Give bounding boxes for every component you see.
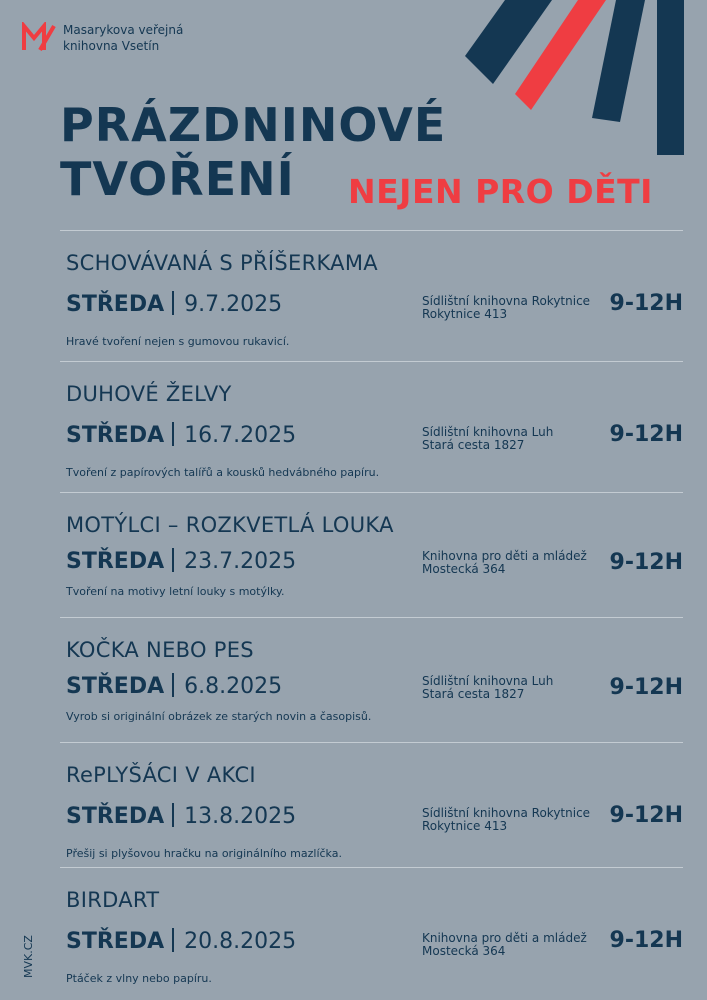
event-date-value: 13.8.2025 [184,804,297,829]
event-date-value: 6.8.2025 [184,674,283,699]
event-place-name: Sídlištní knihovna Rokytnice [422,806,591,820]
event-item [60,742,683,867]
event-day: STŘEDA [66,804,165,829]
library-name-line2: knihovna Vsetín [63,39,160,53]
event-date [66,803,296,829]
library-name [63,22,183,54]
event-list [60,230,683,998]
event-date-value: 9.7.2025 [184,292,283,317]
event-place-name: Sídlištní knihovna Luh [422,425,554,439]
event-day: STŘEDA [66,423,165,448]
event-description: Vyrob si originální obrázek ze starých novin a časopisů. [66,710,372,723]
library-name-line1: Masarykova veřejná [63,23,184,37]
event-place-name: Knihovna pro děti a mládež [422,549,587,563]
date-separator [172,673,174,697]
event-time: 9-12H [609,675,683,700]
event-item [60,361,683,492]
date-separator [172,548,174,572]
event-place-address: Mostecká 364 [422,944,506,958]
event-place-address: Stará cesta 1827 [422,438,525,452]
event-name: RePLYŠÁCI V AKCI [66,763,256,787]
website-link[interactable] [22,928,38,978]
event-time: 9-12H [609,422,683,447]
event-item [60,867,683,998]
event-item [60,617,683,742]
decorative-stripes [460,0,707,160]
event-name: BIRDART [66,888,160,912]
page-subtitle: NEJEN PRO DĚTI [348,172,653,211]
event-time: 9-12H [609,928,683,953]
library-logo-icon [22,22,58,52]
event-date [66,928,296,954]
event-date-value: 16.7.2025 [184,423,297,448]
event-time: 9-12H [609,291,683,316]
title-line1: PRÁZDNINOVÉ [60,98,447,152]
date-separator [172,803,174,827]
title-line2: TVOŘENÍ [60,152,295,206]
event-place [422,426,553,452]
event-description: Tvoření na motivy letní louky s motýlky. [66,585,285,598]
event-date [66,422,296,448]
event-description: Přešij si plyšovou hračku na originálního mazlíčka. [66,847,342,860]
event-item [60,492,683,617]
event-place [422,675,553,701]
event-name: MOTÝLCI – ROZKVETLÁ LOUKA [66,513,394,537]
date-separator [172,928,174,952]
event-place-address: Rokytnice 413 [422,307,508,321]
event-time: 9-12H [609,803,683,828]
date-separator [172,291,174,315]
event-description: Tvoření z papírových talířů a kousků hedvábného papíru. [66,466,380,479]
event-place [422,295,590,321]
event-date [66,291,282,317]
event-place-address: Rokytnice 413 [422,819,508,833]
event-description: Hravé tvoření nejen s gumovou rukavicí. [66,335,290,348]
event-name: SCHOVÁVANÁ S PŘÍŠERKAMA [66,251,378,275]
website-text[interactable]: MVK.CZ [22,935,35,978]
event-date [66,548,296,574]
event-name: DUHOVÉ ŽELVY [66,382,232,406]
event-date-value: 20.8.2025 [184,929,297,954]
event-day: STŘEDA [66,292,165,317]
event-day: STŘEDA [66,929,165,954]
event-place [422,807,590,833]
date-separator [172,422,174,446]
event-place-address: Mostecká 364 [422,562,506,576]
event-place-address: Stará cesta 1827 [422,687,525,701]
event-place [422,550,587,576]
stripe-3 [592,0,645,122]
stripe-4 [657,0,684,155]
event-place-name: Sídlištní knihovna Rokytnice [422,294,591,308]
event-place-name: Sídlištní knihovna Luh [422,674,554,688]
event-place [422,932,587,958]
event-description: Ptáček z vlny nebo papíru. [66,972,212,985]
event-day: STŘEDA [66,674,165,699]
event-date [66,673,282,699]
event-name: KOČKA NEBO PES [66,638,254,662]
event-date-value: 23.7.2025 [184,549,297,574]
event-item [60,230,683,361]
event-day: STŘEDA [66,549,165,574]
event-time: 9-12H [609,550,683,575]
library-logo [22,22,183,54]
event-place-name: Knihovna pro děti a mládež [422,931,587,945]
